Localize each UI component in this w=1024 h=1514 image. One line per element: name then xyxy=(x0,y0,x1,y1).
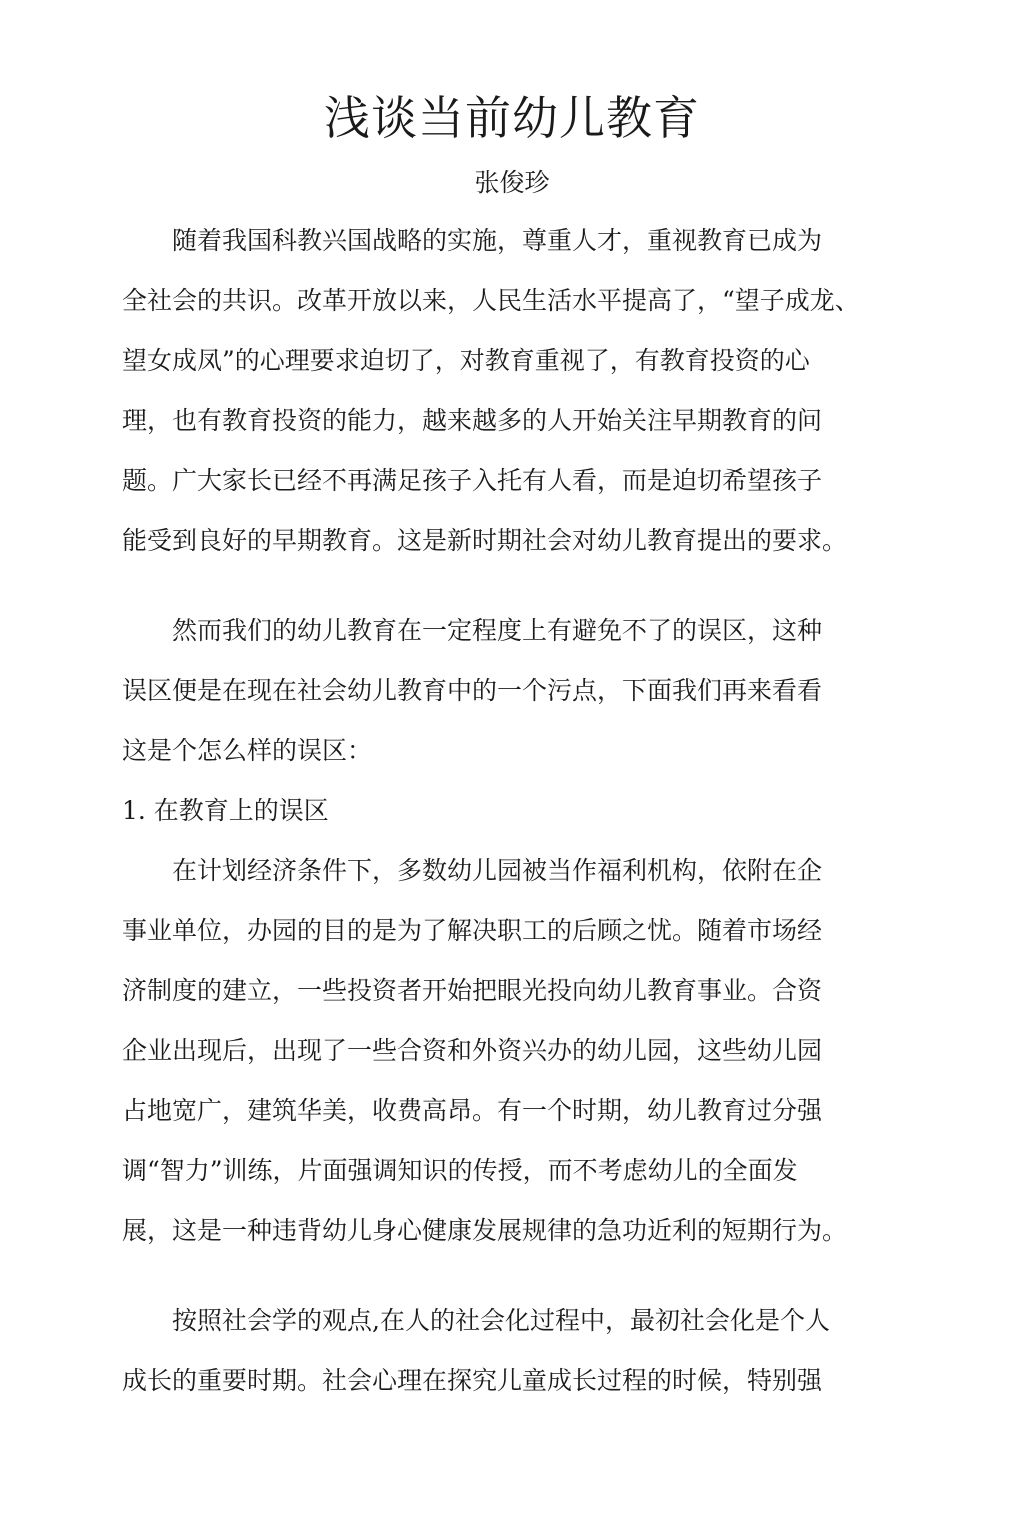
document-title: 浅谈当前幼儿教育 xyxy=(324,91,700,145)
section-heading: 1. 在教育上的误区 xyxy=(122,796,329,825)
text-line: 占地宽广，建筑华美，收费高昂。有一个时期，幼儿教育过分强 xyxy=(122,1096,823,1125)
text-line: 全社会的共识。改革开放以来，人民生活水平提高了，“望子成龙、 xyxy=(122,286,860,315)
text-line: 能受到良好的早期教育。这是新时期社会对幼儿教育提出的要求。 xyxy=(122,526,848,555)
text-line: 事业单位，办园的目的是为了解决职工的后顾之忧。随着市场经 xyxy=(122,916,823,945)
text-line: 望女成凤”的心理要求迫切了，对教育重视了，有教育投资的心 xyxy=(122,346,810,375)
text-line: 在计划经济条件下，多数幼儿园被当作福利机构，依附在企 xyxy=(122,856,823,885)
text-line: 成长的重要时期。社会心理在探究儿童成长过程的时候，特别强 xyxy=(122,1366,823,1395)
text-line: 题。广大家长已经不再满足孩子入托有人看，而是迫切希望孩子 xyxy=(122,466,823,495)
text-line: 济制度的建立，一些投资者开始把眼光投向幼儿教育事业。合资 xyxy=(122,976,823,1005)
text-line: 随着我国科教兴国战略的实施，尊重人才，重视教育已成为 xyxy=(122,226,823,255)
text-line: 这是个怎么样的误区： xyxy=(122,736,373,765)
text-line: 调“智力”训练，片面强调知识的传授，而不考虑幼儿的全面发 xyxy=(122,1156,798,1185)
text-line: 误区便是在现在社会幼儿教育中的一个污点，下面我们再来看看 xyxy=(122,676,823,705)
text-line: 按照社会学的观点,在人的社会化过程中，最初社会化是个人 xyxy=(122,1306,830,1335)
author-name: 张俊珍 xyxy=(474,168,550,197)
text-line: 然而我们的幼儿教育在一定程度上有避免不了的误区，这种 xyxy=(122,616,823,645)
text-line: 企业出现后，出现了一些合资和外资兴办的幼儿园，这些幼儿园 xyxy=(122,1036,823,1065)
text-line: 展，这是一种违背幼儿身心健康发展规律的急功近利的短期行为。 xyxy=(122,1216,848,1245)
text-line: 理，也有教育投资的能力，越来越多的人开始关注早期教育的问 xyxy=(122,406,823,435)
